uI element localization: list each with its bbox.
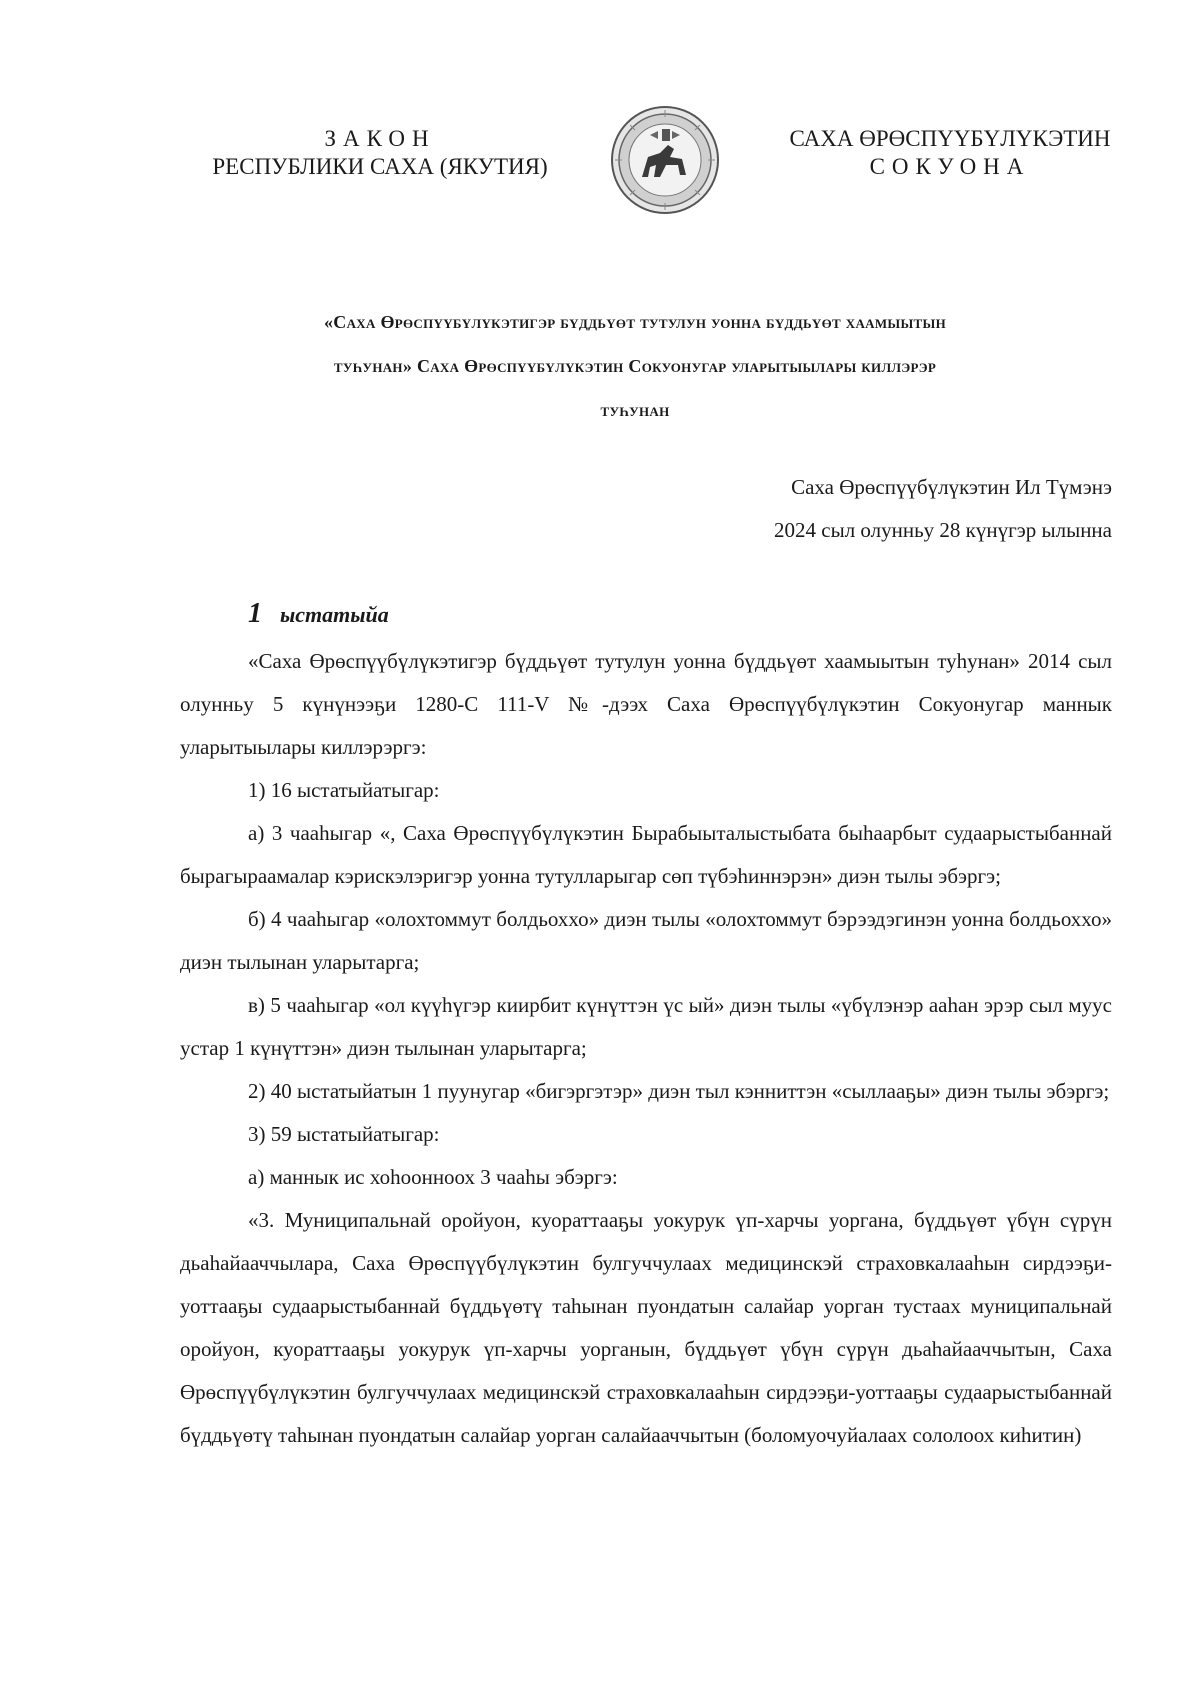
paragraph: «Саха Өрөспүүбүлүкэтигэр бүддьүөт тутулун уонна бүддьүөт хаамыытын туһунан» 2014 сыл олунньу 5 күнүнээҕи 1280-С 111-V №-дээх Саха Өрөспүүбүлүкэтин Сокуонугар маннык уларытыылары киллэрэргэ: (180, 649, 1112, 759)
paragraph: а) маннык ис хоһоонноох 3 чааһы эбэргэ: (248, 1165, 618, 1189)
paragraph: «3. Муниципальнай оройуон, куораттааҕы уокурук үп-харчы уоргана, бүддьүөт үбүн сүрүн дьаһайааччылара, Саха Өрөспүүбүлүкэтин булгуччулаах медицинскэй страховкалааһын сирдээҕи-уоттааҕы судаарыстыбаннай бүддьүөтү таһынан пуондатын салайар уорган тустаах муниципальнай оройуон, куораттааҕы уокурук үп-харчы уорганын, бүддьүөт үбүн сүрүн дьаһайааччытын, Саха Өрөспүүбүлүкэтин булгуччулаах медицинскэй страховкалааһын сирдээҕи-уоттааҕы судаарыстыбаннай бүддьүөтү таһынан пуондатын салайар уорган салайааччытын (боломуочуйалаах сололоох киһитин) (180, 1208, 1112, 1447)
article-label: ыстатыйа (280, 602, 389, 627)
paragraph: б) 4 чааһыгар «олохтоммут болдьоххо» диэн тылы «олохтоммут бэрээдэгинэн уонна болдьоххо» диэн тылынан уларытарга; (180, 907, 1112, 974)
article-heading (248, 598, 389, 630)
paragraph: 3) 59 ыстатыйатыгар: (248, 1122, 440, 1146)
header-right (760, 125, 1140, 181)
paragraph: в) 5 чааһыгар «ол күүһүгэр киирбит күнүттэн үс ый» диэн тылы «үбүлэнэр ааһан эрэр сыл муус устар 1 күнүттэн» диэн тылынан уларытарга; (180, 993, 1112, 1060)
law-title (175, 300, 1095, 432)
paragraph: 2) 40 ыстатыйатын 1 пуунугар «бигэргэтэр» диэн тыл кэнниттэн «сыллааҕы» диэн тылы эбэргэ; (248, 1079, 1110, 1103)
adoption-note (774, 466, 1112, 552)
header-left-line2: РЕСПУБЛИКИ САХА (ЯКУТИЯ) (212, 154, 548, 179)
sakha-republic-emblem-icon (610, 105, 720, 215)
article-body (180, 640, 1112, 1457)
article-number: 1 (248, 598, 262, 629)
header-right-line1: САХА ӨРӨСПҮҮБҮЛҮКЭТИН (789, 126, 1111, 151)
header-right-line2: СОКУОНА (869, 154, 1031, 179)
paragraph: 1) 16 ыстатыйатыгар: (248, 778, 440, 802)
law-title-line1: «Саха Өрөспүүбүлүкэтигэр бүддьүөт тутулун уонна бүддьүөт хаамыытын (323, 312, 946, 332)
paragraph: а) 3 чааһыгар «, Саха Өрөспүүбүлүкэтин Бырабыыталыстыбата быһаарбыт судаарыстыбаннай бырагыраамалар кэрискэлэригэр уонна тутулларыгар сөп түбэһиннэрэн» диэн тылы эбэргэ; (180, 821, 1112, 888)
adoption-date: 2024 сыл олунньу 28 күнүгэр ылынна (774, 518, 1112, 542)
header-left-line1: ЗАКОН (324, 126, 436, 151)
header-left (170, 125, 590, 181)
law-title-line3: туһунан (600, 400, 670, 420)
adoption-body: Саха Өрөспүүбүлүкэтин Ил Түмэнэ (791, 475, 1112, 499)
law-title-line2: туһунан» Саха Өрөспүүбүлүкэтин Сокуонугар уларытыылары киллэрэр (333, 356, 937, 376)
